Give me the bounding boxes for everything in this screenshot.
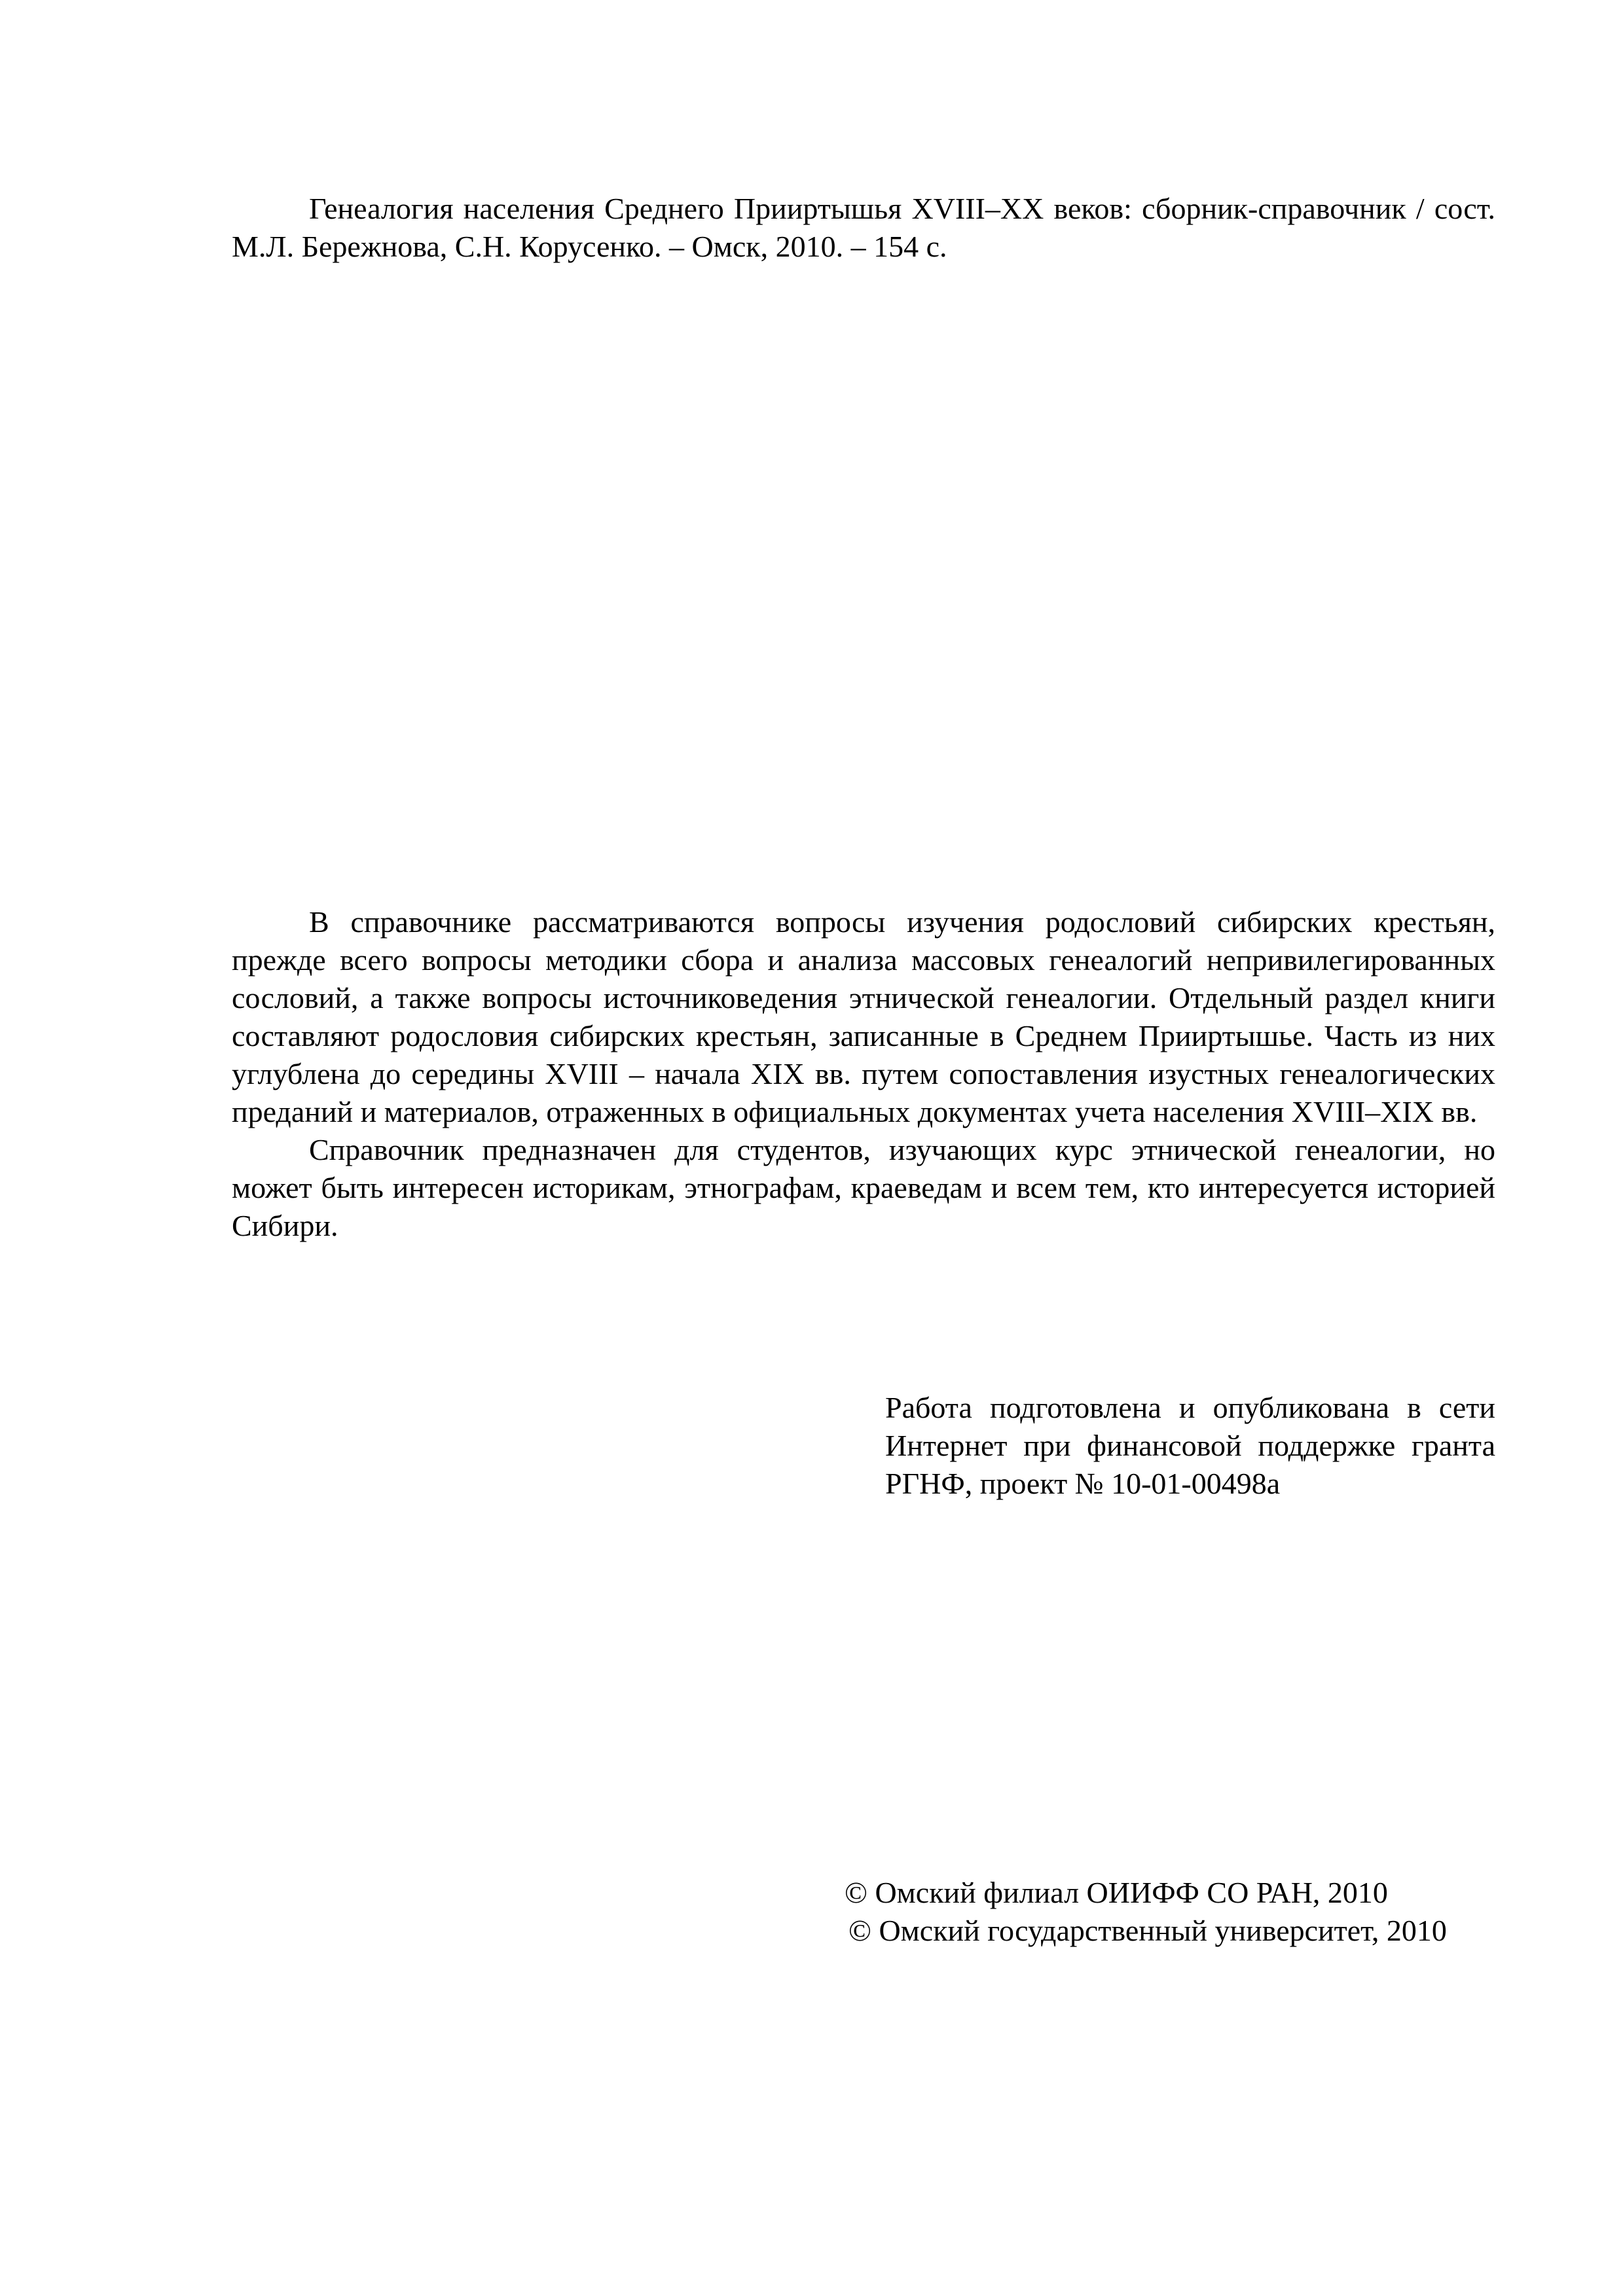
annotation-paragraph: В справочнике рассматриваются вопросы изучения родословий сибирских крестьян, прежде всего вопросы методики сбора и анализа массовых генеалогий непривилегированных сословий, а также вопросы источниковедения этнической генеалогии. Отдельный раздел книги составляют родословия сибирских крестьян, записанные в Среднем Прииртышье. Часть из них углублена до середины XVIII – начала XIX вв. путем сопоставления изустных генеалогических преданий и материалов, отраженных в официальных документах учета населения XVIII–XIX вв. <box>232 905 1495 1128</box>
annotation <box>232 903 1495 1245</box>
annotation-paragraph: Справочник предназначен для студентов, изучающих курс этнической генеалогии, но может быть интересен историкам, этнографам, краеведам и всем тем, кто интересуется историей Сибири. <box>232 1133 1495 1242</box>
bibliographic-record: Генеалогия населения Среднего Прииртышья XVIII–XX веков: сборник-справочник / сост. М.Л. Бережнова, С.Н. Корусенко. – Омск, 2010. – 154 с. <box>232 192 1495 263</box>
copyright-block <box>831 1874 1495 1950</box>
copyright-line: © Омский филиал ОИИФФ СО РАН, 2010 <box>845 1876 1388 1909</box>
grant-note: Работа подготовлена и опубликована в сети Интернет при финансовой поддержке гранта РГНФ, проект № 10-01-00498а <box>885 1391 1495 1500</box>
copyright-line: © Омский государственный университет, 2010 <box>848 1914 1447 1947</box>
